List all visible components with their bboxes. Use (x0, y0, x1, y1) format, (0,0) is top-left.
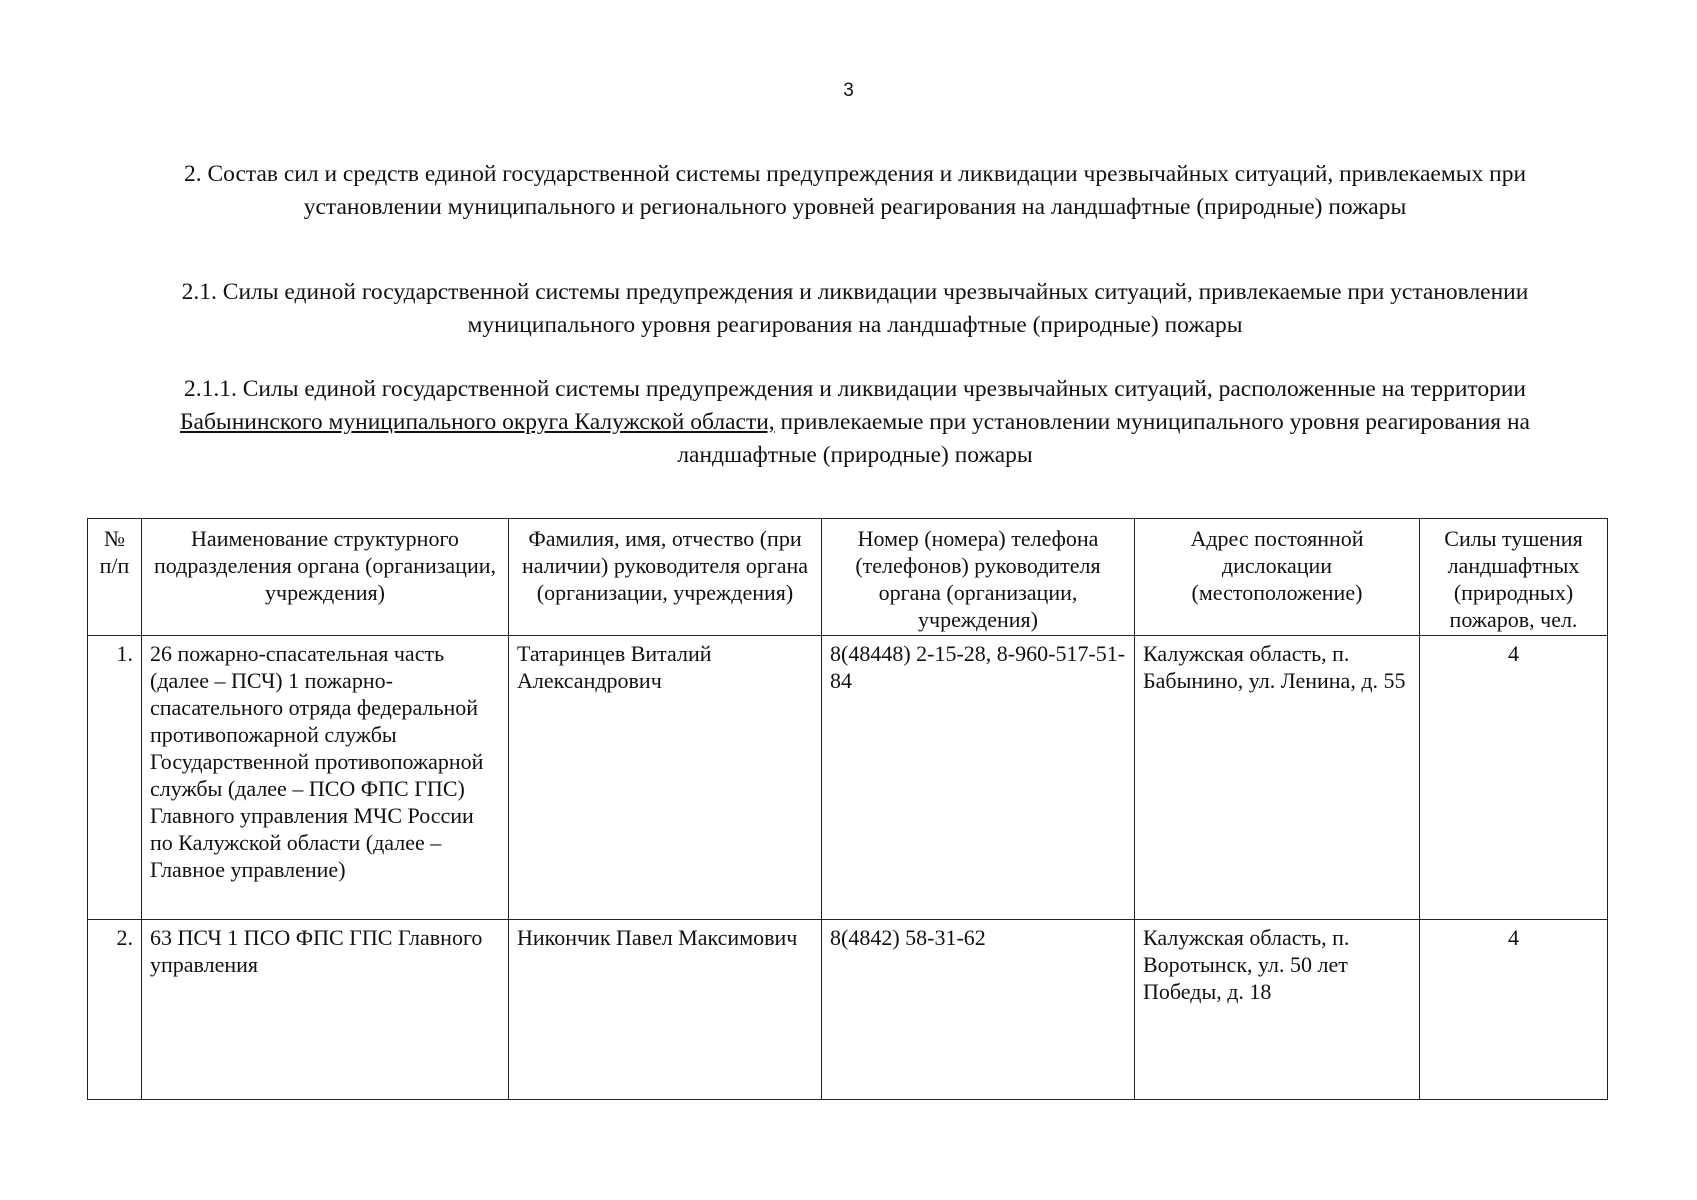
cell-phone: 8(4842) 58-31-62 (822, 920, 1135, 1100)
cell-unit: 26 пожарно-спасательная часть (далее – ПСЧ) 1 пожарно-спасательного отряда федеральной противопожарной службы Государственной противопожарной службы (далее – ПСО ФПС ГПС) Главного управления МЧС России по Калужской области (далее – Главное управление) (142, 636, 509, 920)
header-unit: Наименование структурного подразделения органа (организации, учреждения) (142, 519, 509, 636)
subsection-heading: 2.1. Силы единой государственной системы предупреждения и ликвидации чрезвычайных ситуаций, привлекаемые при установлении муниципального уровня реагирования на ландшафтные (природные) пожары (181, 279, 1529, 338)
cell-num: 1. (88, 636, 142, 920)
page-number: 3 (843, 80, 854, 101)
cell-address: Калужская область, п. Бабынино, ул. Ленина, д. 55 (1135, 636, 1420, 920)
cell-head: Татаринцев Виталий Александрович (509, 636, 822, 920)
subsubsection-heading (110, 373, 1600, 472)
cell-forces: 4 (1420, 636, 1608, 920)
cell-num: 2. (88, 920, 142, 1100)
header-forces: Силы тушения ландшафтных (природных) пожаров, чел. (1420, 519, 1608, 636)
cell-address: Калужская область, п. Воротынск, ул. 50 лет Победы, д. 18 (1135, 920, 1420, 1100)
table-row (88, 920, 1608, 1100)
table-header-row (88, 519, 1608, 636)
header-address: Адрес постоянной дислокации (местоположение) (1135, 519, 1420, 636)
cell-phone: 8(48448) 2-15-28, 8-960-517-51-84 (822, 636, 1135, 920)
header-num: № п/п (88, 519, 142, 636)
forces-table (87, 518, 1608, 1100)
section-heading: 2. Состав сил и средств единой государственной системы предупреждения и ликвидации чрезвычайных ситуаций, привлекаемых при установлении муниципального и регионального уровней реагирования на ландшафтные (природные) пожары (183, 161, 1527, 220)
cell-unit: 63 ПСЧ 1 ПСО ФПС ГПС Главного управления (142, 920, 509, 1100)
cell-forces: 4 (1420, 920, 1608, 1100)
table-row (88, 636, 1608, 920)
cell-head: Никончик Павел Максимович (509, 920, 822, 1100)
heading-underlined-municipality: Бабынинского муниципального округа Калужской области, (180, 409, 775, 435)
header-phone: Номер (номера) телефона (телефонов) руководителя органа (организации, учреждения) (822, 519, 1135, 636)
heading-text-end: привлекаемые при установлении муниципального уровня реагирования на ландшафтные (природные) пожары (677, 409, 1530, 468)
heading-text-start: 2.1.1. Силы единой государственной системы предупреждения и ликвидации чрезвычайных ситуаций, расположенные на территории (183, 376, 1527, 402)
header-head: Фамилия, имя, отчество (при наличии) руководителя органа (организации, учреждения) (509, 519, 822, 636)
